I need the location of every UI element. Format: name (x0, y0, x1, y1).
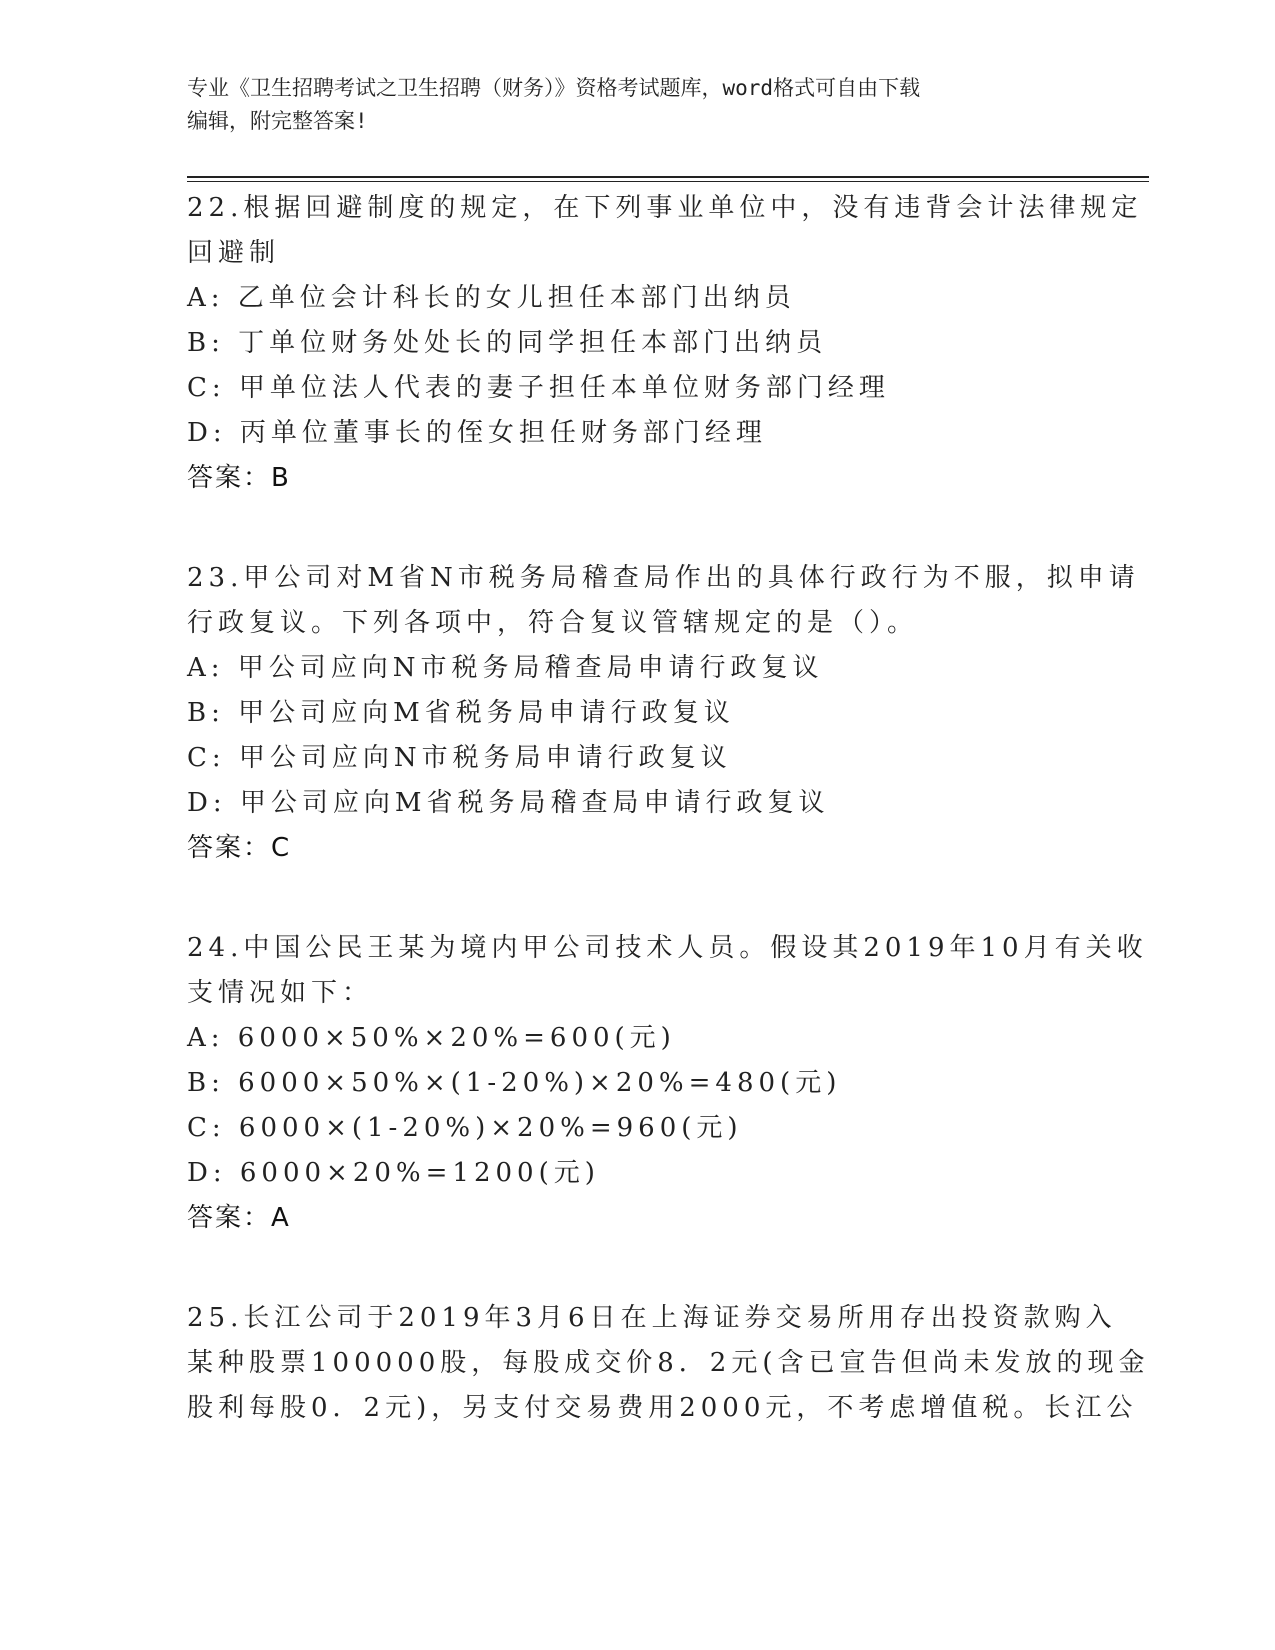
stem-line: 25.长江公司于2019年3月6日在上海证券交易所用存出投资款购入 (187, 1303, 1117, 1333)
answer-line: 答案：A (187, 1203, 291, 1233)
stem-line: 22.根据回避制度的规定，在下列事业单位中，没有违背会计法律规定 (187, 193, 1143, 223)
option-c: C: 甲公司应向N市税务局申请行政复议 (187, 743, 732, 773)
question-22 (187, 186, 1143, 501)
header-line-1: 专业《卫生招聘考试之卫生招聘（财务）》资格考试题库，word格式可自由下载 (187, 76, 921, 100)
question-stem (187, 1296, 1150, 1431)
stem-line: 某种股票100000股，每股成交价8．2元(含已宣告但尚未发放的现金 (187, 1348, 1150, 1378)
question-25 (187, 1296, 1150, 1431)
question-stem (187, 186, 1143, 276)
option-a: A: 6000×50%×20%=600(元) (187, 1023, 676, 1053)
page-header (187, 72, 1087, 138)
option-b: B: 6000×50%×(1-20%)×20%=480(元) (187, 1068, 842, 1098)
question-stem (187, 556, 1140, 646)
option-d: D: 6000×20%=1200(元) (187, 1158, 600, 1188)
answer-line: 答案：B (187, 463, 291, 493)
question-24 (187, 926, 1148, 1241)
question-list (187, 186, 1150, 1486)
option-c: C: 6000×(1-20%)×20%=960(元) (187, 1113, 743, 1143)
option-c: C: 甲单位法人代表的妻子担任本单位财务部门经理 (187, 373, 890, 403)
option-d: D: 甲公司应向M省税务局稽查局申请行政复议 (187, 788, 830, 818)
question-23 (187, 556, 1140, 871)
header-divider-thin (187, 181, 1149, 182)
header-line-2: 编辑，附完整答案! (187, 109, 368, 133)
stem-line: 23.甲公司对M省N市税务局稽查局作出的具体行政行为不服，拟申请 (187, 563, 1140, 593)
option-a: A: 乙单位会计科长的女儿担任本部门出纳员 (187, 283, 796, 313)
stem-line: 股利每股0．2元)，另支付交易费用2000元，不考虑增值税。长江公 (187, 1393, 1138, 1423)
option-b: B: 甲公司应向M省税务局申请行政复议 (187, 698, 735, 728)
stem-line: 回避制 (187, 238, 281, 268)
question-stem (187, 926, 1148, 1016)
header-divider-thick (187, 176, 1149, 178)
option-d: D: 丙单位董事长的侄女担任财务部门经理 (187, 418, 767, 448)
stem-line: 行政复议。下列各项中，符合复议管辖规定的是（）。 (187, 608, 919, 638)
stem-line: 24.中国公民王某为境内甲公司技术人员。假设其2019年10月有关收 (187, 933, 1148, 963)
answer-line: 答案：C (187, 833, 292, 863)
option-a: A: 甲公司应向N市税务局稽查局申请行政复议 (187, 653, 824, 683)
stem-line: 支情况如下： (187, 978, 374, 1008)
option-b: B: 丁单位财务处处长的同学担任本部门出纳员 (187, 328, 828, 358)
